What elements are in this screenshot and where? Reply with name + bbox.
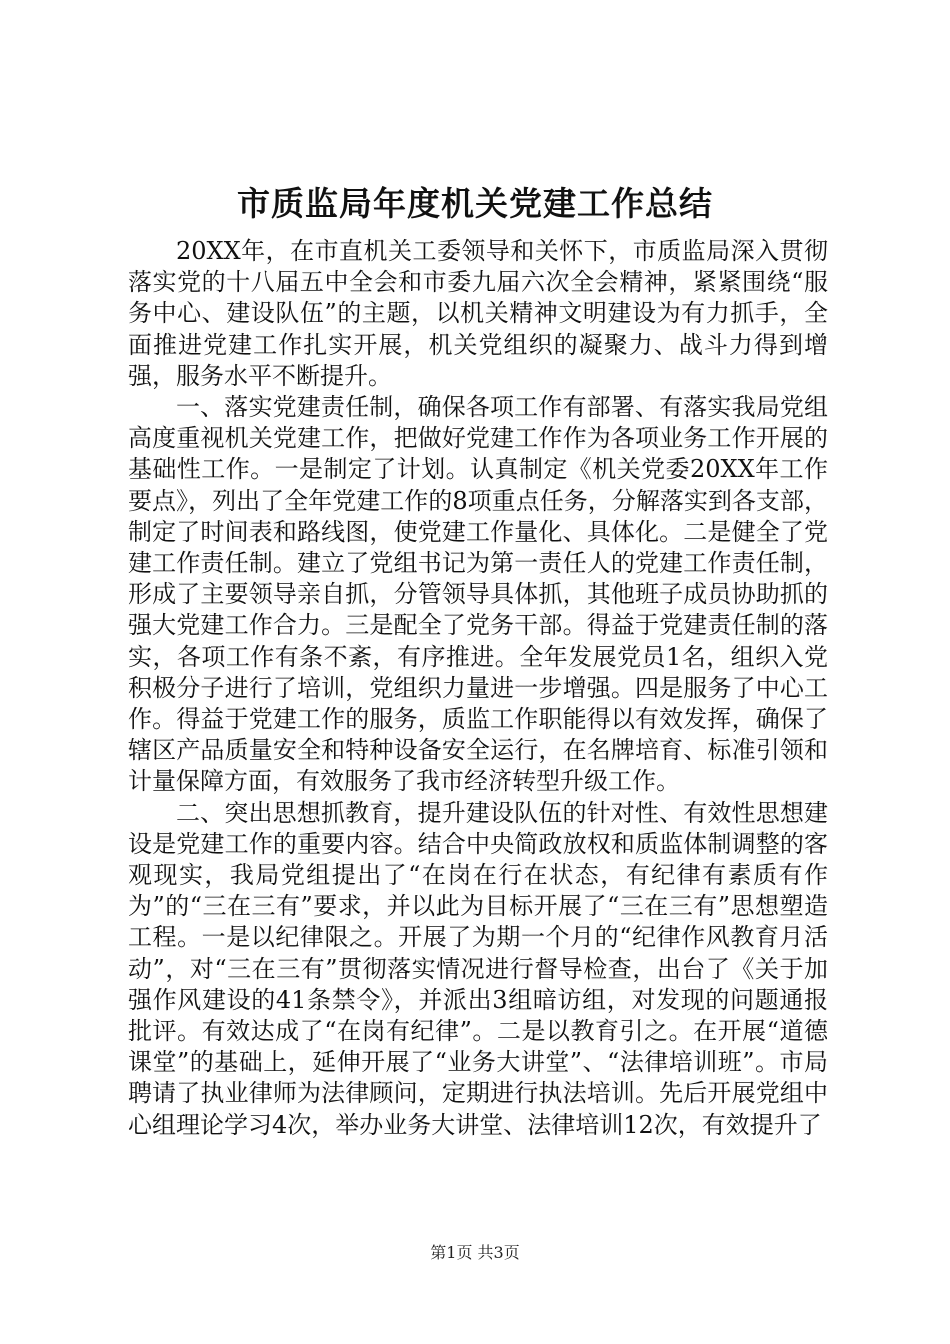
paragraph-section-one: 一、落实党建责任制，确保各项工作有部署、有落实我局党组高度重视机关党建工作，把做好党建工作作为各项业务工作开展的基础性工作。一是制定了计划。认真制定《机关党委20XX年工作要点》，列出了全年党建工作的8项重点任务，分解落实到各支部，制定了时间表和路线图，使党建工作量化、具体化。二是健全了党建工作责任制。建立了党组书记为第一责任人的党建工作责任制，形成了主要领导亲自抓，分管领导具体抓，其他班子成员协助抓的强大党建工作合力。三是配全了党务干部。得益于党建责任制的落实，各项工作有条不紊，有序推进。全年发展党员1名，组织入党积极分子进行了培训，党组织力量进一步增强。四是服务了中心工作。得益于党建工作的服务，质监工作职能得以有效发挥，确保了辖区产品质量安全和特种设备安全运行，在名牌培育、标准引领和计量保障方面，有效服务了我市经济转型升级工作。 [128,393,828,796]
document-title: 市质监局年度机关党建工作总结 [237,184,713,223]
paragraph-section-two: 二、突出思想抓教育，提升建设队伍的针对性、有效性思想建设是党建工作的重要内容。结合中央简政放权和质监体制调整的客观现实，我局党组提出了“在岗在行在状态，有纪律有素质有作为”的“三在三有”要求，并以此为目标开展了“三在三有”思想塑造工程。一是以纪律限之。开展了为期一个月的“纪律作风教育月活动”，对“三在三有”贯彻落实情况进行督导检查，出台了《关于加强作风建设的41条禁令》，并派出3组暗访组，对发现的问题通报批评。有效达成了“在岗有纪律”。二是以教育引之。在开展“道德课堂”的基础上，延伸开展了“业务大讲堂”、“法律培训班”。市局聘请了执业律师为法律顾问，定期进行执法培训。先后开展党组中心组理论学习4次，举办业务大讲堂、法律培训12次，有效提升了 [128,798,828,1139]
page-number-footer: 第1页 共3页 [430,1243,520,1262]
paragraph-intro: 20XX年，在市直机关工委领导和关怀下，市质监局深入贯彻落实党的十八届五中全会和市委九届六次全会精神，紧紧围绕“服务中心、建设队伍”的主题，以机关精神文明建设为有力抓手，全面推进党建工作扎实开展，机关党组织的凝聚力、战斗力得到增强，服务水平不断提升。 [128,237,828,390]
document-body [128,236,828,1141]
